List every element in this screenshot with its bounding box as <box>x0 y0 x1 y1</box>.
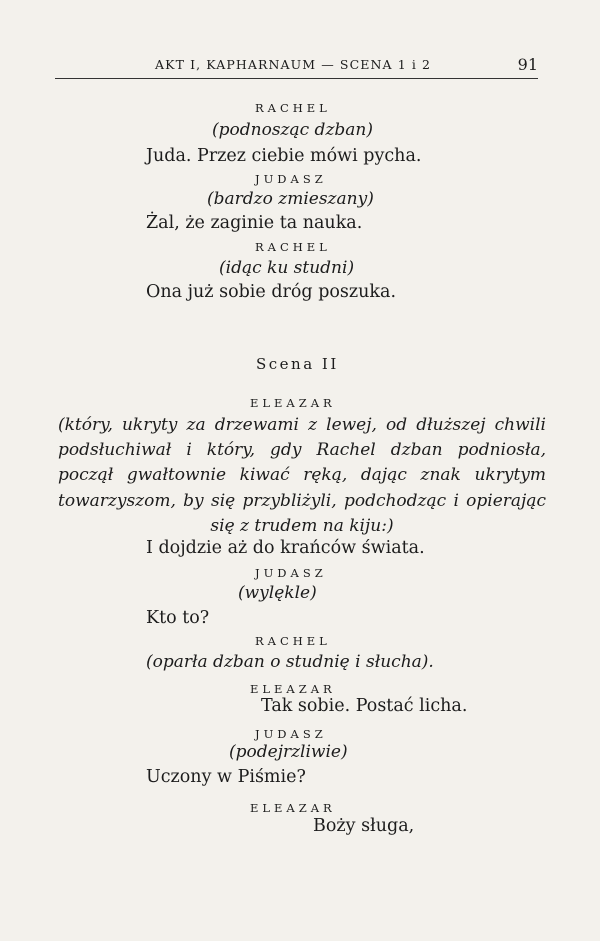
speaker-rachel: RACHEL <box>255 634 331 648</box>
speaker-rachel: RACHEL <box>255 240 331 254</box>
stage-direction: (idąc ku studni) <box>219 258 355 278</box>
running-header <box>55 56 538 79</box>
verse-line: Kto to? <box>146 608 210 628</box>
verse-line: Boży sługa, <box>313 816 415 836</box>
speaker-eleazar: ELEAZAR <box>250 396 336 410</box>
speaker-judasz: JUDASZ <box>255 727 327 741</box>
stage-direction: (bardzo zmieszany) <box>207 189 374 209</box>
page-number: 91 <box>517 55 538 74</box>
speaker-judasz: JUDASZ <box>255 566 327 580</box>
scene-heading: Scena II <box>256 355 339 373</box>
verse-line: Ona już sobie dróg poszuka. <box>146 282 397 302</box>
stage-direction: (podnosząc dzban) <box>212 120 373 140</box>
stage-direction-paragraph: (który, ukryty za drzewami z lewej, od dłuższej chwili podsłuchiwał i który, gdy Rachel dzban podniosła, począł gwałtownie kiwać ręką, dając znak ukrytym towarzyszom, by się przybliżyli, podchodząc i opierając się z trudem na kiju:) <box>58 415 546 536</box>
verse-line: Juda. Przez ciebie mówi pycha. <box>146 146 422 166</box>
speaker-eleazar: ELEAZAR <box>250 682 336 696</box>
verse-line: Uczony w Piśmie? <box>146 767 306 787</box>
speaker-judasz: JUDASZ <box>255 172 327 186</box>
stage-direction: (podejrzliwie) <box>229 742 348 762</box>
stage-direction: (wylękle) <box>238 583 317 603</box>
stage-direction: (oparła dzban o studnię i słucha). <box>146 652 434 672</box>
running-title: AKT I, KAPHARNAUM — SCENA 1 i 2 <box>155 57 432 72</box>
verse-line: Tak sobie. Postać licha. <box>261 696 468 716</box>
speaker-rachel: RACHEL <box>255 101 331 115</box>
verse-line: Żal, że zaginie ta nauka. <box>146 213 363 233</box>
speaker-eleazar: ELEAZAR <box>250 801 336 815</box>
verse-line: I dojdzie aż do krańców świata. <box>146 538 425 558</box>
